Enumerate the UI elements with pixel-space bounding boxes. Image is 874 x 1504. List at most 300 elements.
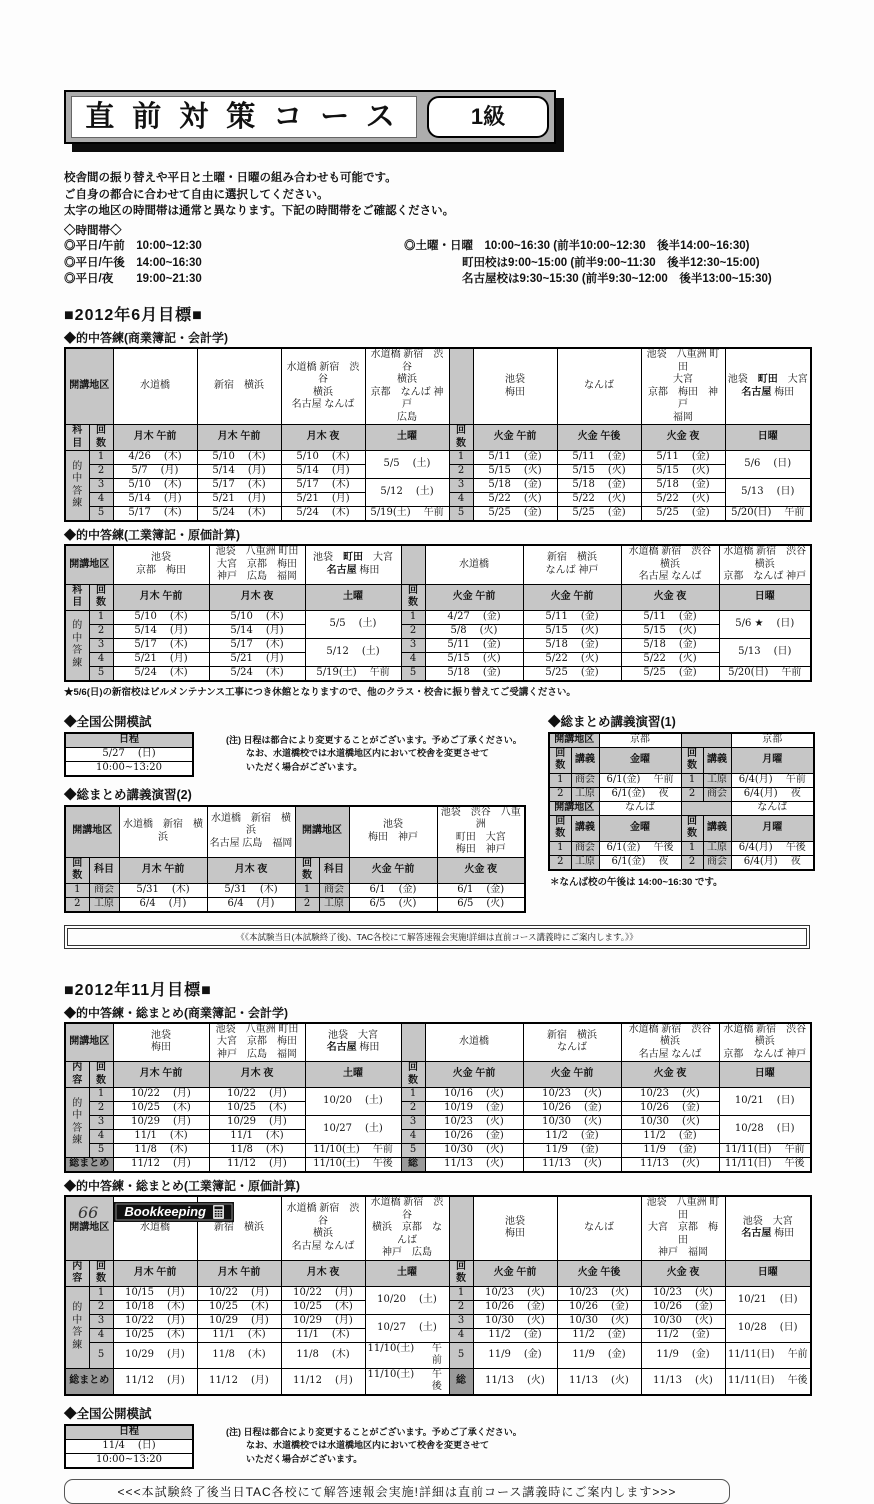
table-cell: 2	[89, 624, 113, 638]
text-line: いただく場合がございます。	[246, 762, 363, 773]
table-cell: 10/20 (土)	[305, 1088, 401, 1116]
table-cell: 科目	[89, 857, 119, 883]
table-cell: 11/1 (木)	[197, 1328, 281, 1342]
table-cell: 5/21 (月)	[209, 652, 305, 666]
table-cell: 2	[295, 897, 319, 912]
table-cell: 月木 午前	[119, 857, 207, 883]
table-cell: 3	[449, 479, 473, 493]
text-line: なお、水道橋校では水道橋地区内において校舎を変更させて	[246, 1440, 490, 1451]
table-cell: 11/2 (金)	[621, 1130, 719, 1144]
table-cell: 5/24 (木)	[209, 666, 305, 681]
table-cell: 水道橋 新宿 渋谷 横浜 京都 なんば 神戸 広島	[365, 1196, 449, 1260]
table-cell: 回数	[549, 747, 571, 773]
table-cell: 日曜	[725, 1260, 811, 1286]
table-cell: 回数	[295, 857, 319, 883]
table-cell: 回数	[681, 815, 703, 841]
table-cell: 5/25 (金)	[641, 507, 725, 522]
table-cell: 10/30 (火)	[557, 1314, 641, 1328]
table-cell: 6/4 (月)	[119, 897, 207, 912]
table-cell: 回数	[89, 584, 113, 610]
table-cell: 回数	[681, 747, 703, 773]
table-cell: 5/21 (月)	[281, 493, 365, 507]
nov-moshi-heading: ◆全国公開模試	[64, 1406, 152, 1421]
nov_moshi-table	[64, 1424, 194, 1469]
table-cell: 1	[89, 451, 113, 465]
text-line: 校舎間の振り替えや平日と土曜・日曜の組み合わせも可能です。	[64, 172, 397, 184]
table-cell: 11/4 (日)	[65, 1439, 193, 1453]
table-cell: 池袋 梅田	[113, 1023, 209, 1062]
table-cell: 月曜	[731, 747, 814, 773]
table-cell: 10/30 (火)	[621, 1116, 719, 1130]
table-cell: 総まとめ	[65, 1158, 113, 1173]
table-cell: 11/1 (木)	[281, 1328, 365, 1342]
table-cell: 工原	[89, 897, 119, 912]
table-cell: 5/18 (金)	[425, 666, 523, 681]
page-title: 直前対策コース	[71, 96, 417, 138]
june-answer-session-banner	[64, 925, 810, 949]
table-cell: 5/22 (火)	[523, 652, 621, 666]
table-cell: 10/18 (木)	[113, 1300, 197, 1314]
nov_industrial-table	[64, 1195, 812, 1396]
june-moshi-heading: ◆全国公開模試	[64, 714, 152, 729]
table-cell: 新宿 横浜 なんば 神戸	[523, 545, 621, 584]
table-cell: 5/5 (土)	[365, 451, 449, 479]
table-cell: 5/25 (金)	[523, 666, 621, 681]
table-cell: 回数	[549, 815, 571, 841]
table-cell: 11/12 (月)	[197, 1368, 281, 1395]
table-cell: 10/26 (金)	[621, 1102, 719, 1116]
table-cell: 5/15 (火)	[641, 465, 725, 479]
table-row	[65, 1314, 811, 1328]
table-cell: 5/20(日) 午前	[725, 507, 811, 522]
table-cell: 5/10 (木)	[197, 451, 281, 465]
table-cell: 10/22 (月)	[209, 1088, 305, 1102]
table-cell: 池袋 町田 大宮 名古屋 梅田	[305, 545, 401, 584]
table-cell: 10:00~13:20	[65, 761, 193, 776]
schedule-note	[226, 1424, 536, 1468]
table-cell: 水道橋	[425, 545, 523, 584]
june-mid-section	[64, 704, 810, 913]
table-cell: 月木 夜	[281, 1260, 365, 1286]
table-cell: 10/28 (日)	[719, 1116, 811, 1144]
table-cell: 11/9 (金)	[621, 1144, 719, 1158]
table-cell: 池袋 梅田	[473, 348, 557, 425]
table-cell: 1	[401, 610, 425, 624]
table-cell: 火金 夜	[641, 425, 725, 451]
table-cell: 5	[449, 507, 473, 522]
table-cell	[449, 348, 473, 425]
table-cell: 池袋 町田 大宮 名古屋 梅田	[725, 348, 811, 425]
table-cell: 10/15 (月)	[113, 1286, 197, 1300]
table-cell: 10/26 (金)	[557, 1300, 641, 1314]
table-cell: 5/11 (金)	[621, 610, 719, 624]
table-cell: 月曜	[731, 815, 814, 841]
table-cell: 日程	[65, 733, 193, 748]
nov_commercial-table	[64, 1022, 812, 1174]
table-cell: 月木 夜	[209, 1062, 305, 1088]
table-cell: 5/11 (金)	[641, 451, 725, 465]
table-cell: 4	[401, 1130, 425, 1144]
table-cell: 科目	[65, 584, 89, 610]
table-row	[549, 787, 814, 801]
nov-commercial-caption: ◆的中答練・総まとめ(商業簿記・会計学)	[64, 1005, 288, 1020]
table-cell: 5/14 (月)	[113, 493, 197, 507]
table-cell: 水道橋	[113, 1196, 197, 1260]
table-row	[549, 815, 814, 841]
table-cell: 11/13 (火)	[425, 1158, 523, 1173]
table-cell: 5/25 (金)	[473, 507, 557, 522]
table-cell: 11/12 (月)	[113, 1368, 197, 1395]
table-cell: 5/14 (月)	[197, 465, 281, 479]
table-cell: 10/23 (火)	[557, 1286, 641, 1300]
table-cell: 2	[549, 855, 571, 870]
table-cell: 11/10(土) 午後	[365, 1368, 449, 1395]
table-cell: 10/30 (火)	[473, 1314, 557, 1328]
table-cell: 3	[89, 1116, 113, 1130]
table-cell: 2	[449, 1300, 473, 1314]
table-cell: 1	[681, 841, 703, 855]
table-cell: 5/21 (月)	[113, 652, 209, 666]
brand-label: Bookkeeping	[124, 1204, 206, 1219]
table-cell: 11/8 (木)	[209, 1144, 305, 1158]
table-cell: 5	[401, 1144, 425, 1158]
table-cell: 総まとめ	[65, 1368, 113, 1395]
nov-commercial-table-holder	[64, 1022, 810, 1174]
page-number: 66	[78, 1202, 99, 1222]
table-cell: 10/26 (金)	[641, 1300, 725, 1314]
table-cell: 5/6 ★ (日)	[719, 610, 811, 638]
table-cell: 10/23 (火)	[641, 1286, 725, 1300]
table-cell: 開講地区	[65, 806, 119, 858]
table-cell: 月木 午前	[113, 1260, 197, 1286]
table-cell: 3	[89, 479, 113, 493]
table-cell: 5/18 (金)	[641, 479, 725, 493]
table-cell: 10/22 (月)	[197, 1286, 281, 1300]
table-cell: 5/11 (金)	[425, 638, 523, 652]
table-cell: 4/26 (木)	[113, 451, 197, 465]
table-cell: 11/2 (金)	[473, 1328, 557, 1342]
table-cell: 土曜	[365, 425, 449, 451]
june-matome1-footnote: ＊なんば校の午後は 14:00~16:30 です。	[550, 876, 723, 888]
table-cell: 火金 午前	[473, 1260, 557, 1286]
table-cell: 月木 午前	[113, 425, 197, 451]
table-cell: 6/4(月) 午前	[731, 773, 814, 787]
table-cell: 5/14 (月)	[113, 624, 209, 638]
table-row	[65, 1158, 811, 1173]
table-cell: 的 中 答 練	[65, 1088, 89, 1158]
table-cell: なんば	[557, 348, 641, 425]
table-row	[65, 1116, 811, 1130]
table-row	[65, 883, 525, 897]
table-cell: 5/15 (火)	[473, 465, 557, 479]
text-line: ◎平日/午後 14:00~16:30	[64, 256, 202, 269]
table-cell: 5/15 (火)	[557, 465, 641, 479]
table-cell: 1	[449, 1286, 473, 1300]
table-row	[65, 1023, 811, 1062]
table-row	[549, 841, 814, 855]
table-cell: 4	[89, 493, 113, 507]
table-row	[549, 801, 814, 815]
table-cell: 内容	[65, 1260, 89, 1286]
june-matome2-heading: ◆総まとめ講義演習(2)	[64, 787, 192, 802]
table-cell: 月木 夜	[281, 425, 365, 451]
table-row	[65, 897, 525, 912]
table-cell: 5/24 (木)	[281, 507, 365, 522]
text-line: (注) 日程は都合により変更することがございます。予めご了承ください。	[226, 1426, 522, 1437]
table-cell: 11/12 (月)	[281, 1368, 365, 1395]
table-row	[549, 773, 814, 787]
table-cell: 水道橋	[425, 1023, 523, 1062]
june_commercial-table	[64, 347, 812, 522]
table-cell: 土曜	[365, 1260, 449, 1286]
table-cell: 日程	[65, 1425, 193, 1440]
june_matome1-table	[548, 732, 815, 871]
table-cell: 2	[549, 787, 571, 801]
course-title-box	[64, 90, 556, 144]
table-cell	[449, 1196, 473, 1260]
table-cell: 10/23 (火)	[621, 1088, 719, 1102]
table-cell: 水道橋 新宿 渋谷 横浜 京都 なんば 神戸	[719, 1023, 811, 1062]
table-cell: 4	[401, 652, 425, 666]
table-cell: 5/11 (金)	[557, 451, 641, 465]
table-cell: 池袋 渋谷 八重洲 町田 大宮 梅田 神戸	[437, 806, 525, 858]
table-cell: 5/22 (火)	[621, 652, 719, 666]
table-cell: 5/25 (金)	[621, 666, 719, 681]
table-cell: 5/22 (火)	[557, 493, 641, 507]
table-cell: 火金 午前	[523, 1062, 621, 1088]
june-moshi-row	[64, 732, 526, 777]
table-cell: 1	[449, 451, 473, 465]
table-row	[65, 733, 193, 748]
table-cell: 1	[295, 883, 319, 897]
table-row	[65, 1286, 811, 1300]
table-cell: 5/22 (火)	[473, 493, 557, 507]
table-cell: 6/4(月) 夜	[731, 787, 814, 801]
table-cell: 開講地区	[549, 733, 599, 748]
table-cell: 10/27 (土)	[305, 1116, 401, 1144]
table-cell: 5/5 (土)	[305, 610, 401, 638]
table-cell: 6/4(月) 午後	[731, 841, 814, 855]
table-cell	[401, 1023, 425, 1062]
table-cell: 2	[401, 1102, 425, 1116]
table-cell: 土曜	[305, 584, 401, 610]
table-cell: 池袋 梅田	[473, 1196, 557, 1260]
table-cell: 11/13 (火)	[621, 1158, 719, 1173]
table-cell: 回数	[449, 425, 473, 451]
table-cell: 5/21 (月)	[197, 493, 281, 507]
table-cell: 火金 夜	[641, 1260, 725, 1286]
table-cell: 開講地区	[65, 1196, 113, 1260]
table-row	[65, 1368, 811, 1395]
table-cell: 5/20(日) 午前	[719, 666, 811, 681]
june-banner-text: 《《本試験当日(本試験終了後)、TAC各校にて解答速報会実施!詳細は直前コース講義時にご案内します。》》	[67, 928, 807, 946]
text-line: いただく場合がございます。	[246, 1454, 363, 1465]
table-cell: 11/1 (木)	[113, 1130, 209, 1144]
table-cell: 開講地区	[65, 1023, 113, 1062]
table-row	[65, 348, 811, 425]
table-cell: 月木 午前	[113, 1062, 209, 1088]
nov-industrial-caption: ◆的中答練・総まとめ(工業簿記・原価計算)	[64, 1179, 300, 1194]
table-row	[65, 652, 811, 666]
june-industrial-footnote: ★5/6(日)の新宿校はビルメンテナンス工事につき休館となりますので、他のクラス・校舎に振り替えてご受講ください。	[64, 686, 576, 698]
june-mid-right	[548, 704, 815, 913]
nov-moshi-row	[64, 1424, 810, 1469]
nov-answer-session-banner: <<<本試験終了後当日TAC各校にて解答速報会実施!詳細は直前コース講義時にご案内します>>>	[64, 1479, 730, 1504]
table-row	[549, 855, 814, 870]
table-cell: 5/7 (月)	[113, 465, 197, 479]
table-cell: 1	[89, 610, 113, 624]
table-cell: 4/27 (金)	[425, 610, 523, 624]
table-cell: 3	[89, 638, 113, 652]
table-cell: 月木 夜	[209, 584, 305, 610]
text-line: ◎土曜・日曜 10:00~16:30 (前半10:00~12:30 後半14:00~16:30)	[404, 240, 750, 253]
table-cell: 5/13 (日)	[719, 638, 811, 666]
table-cell: 5	[89, 1144, 113, 1158]
table-cell: 3	[89, 1314, 113, 1328]
table-row	[65, 1425, 193, 1440]
table-cell: 科目	[65, 425, 89, 451]
table-row	[65, 451, 811, 465]
table-cell: 5/15 (火)	[523, 624, 621, 638]
table-row	[65, 1439, 193, 1453]
table-cell: 10/30 (火)	[641, 1314, 725, 1328]
text-line: ◎平日/夜 19:00~21:30	[64, 273, 202, 286]
table-row	[65, 1130, 811, 1144]
text-line: 名古屋校は9:30~15:30 (前半9:30~12:00 後半13:00~15:30)	[462, 273, 772, 286]
table-row	[549, 747, 814, 773]
table-cell: 火金 午後	[557, 1260, 641, 1286]
table-cell: 10/22 (月)	[281, 1286, 365, 1300]
table-cell: 5/31 (木)	[207, 883, 295, 897]
table-cell: 11/11(日) 午前	[725, 1342, 811, 1368]
table-cell: 日曜	[719, 584, 811, 610]
table-cell: 回数	[449, 1260, 473, 1286]
table-row	[65, 761, 193, 776]
table-row	[549, 733, 814, 748]
table-cell: 10/23 (火)	[523, 1088, 621, 1102]
table-cell: 10/22 (月)	[113, 1088, 209, 1102]
table-cell: なんば	[731, 801, 814, 815]
table-cell: 水道橋 新宿 渋谷 横浜 名古屋 なんば	[281, 1196, 365, 1260]
june-matome1-heading: ◆総まとめ講義演習(1)	[548, 714, 676, 729]
timeband	[64, 238, 810, 288]
table-cell: 5/13 (日)	[725, 479, 811, 507]
table-cell: 2	[401, 624, 425, 638]
table-cell: 6/4(月) 夜	[731, 855, 814, 870]
table-cell: 10/25 (木)	[197, 1300, 281, 1314]
table-cell: 3	[401, 638, 425, 652]
table-row	[65, 545, 811, 584]
table-cell: 6/1(金) 夜	[599, 787, 681, 801]
nov-industrial-table-holder	[64, 1195, 810, 1396]
table-cell: 5/14 (月)	[209, 624, 305, 638]
page-footer	[78, 1202, 234, 1222]
table-cell: 京都	[731, 733, 814, 748]
table-cell: 水道橋 新宿 渋谷 横浜 京都 なんば 神戸 広島	[365, 348, 449, 425]
table-cell: 5/10 (木)	[281, 451, 365, 465]
table-cell: 1	[681, 773, 703, 787]
table-row	[65, 1102, 811, 1116]
table-cell: 2	[89, 1300, 113, 1314]
table-cell: 池袋 八重洲 町田 大宮 京都 梅田 神戸 広島 福岡	[209, 1023, 305, 1062]
table-cell: 11/12 (月)	[209, 1158, 305, 1173]
table-cell: 1	[89, 1088, 113, 1102]
table-cell: 火金 午後	[557, 425, 641, 451]
table-cell: 3	[401, 1116, 425, 1130]
table-row	[65, 638, 811, 652]
table-cell: 11/9 (金)	[523, 1144, 621, 1158]
table-cell: 10/30 (火)	[425, 1144, 523, 1158]
table-cell: 新宿 横浜	[197, 1196, 281, 1260]
table-cell: 2	[681, 855, 703, 870]
table-row	[65, 1062, 811, 1088]
table-cell: なんば	[557, 1196, 641, 1260]
table-cell: 火金 午前	[473, 425, 557, 451]
table-cell: 11/11(日) 午後	[725, 1368, 811, 1395]
table-cell: 5/6 (日)	[725, 451, 811, 479]
table-cell: 水道橋 新宿 渋谷 横浜 名古屋 なんば	[281, 348, 365, 425]
table-cell: 10/19 (金)	[425, 1102, 523, 1116]
table-cell: 火金 午前	[425, 584, 523, 610]
table-cell: 的 中 答 練	[65, 451, 89, 522]
table-cell: 講義	[571, 747, 599, 773]
table-cell: 日曜	[719, 1062, 811, 1088]
june-mid-left	[64, 704, 526, 913]
table-cell: 1	[549, 841, 571, 855]
table-cell: 水道橋 新宿 横浜 名古屋 広島 福岡	[207, 806, 295, 858]
table-cell: 10/30 (火)	[523, 1116, 621, 1130]
table-cell: 10/22 (月)	[113, 1314, 197, 1328]
table-cell: 10/27 (土)	[365, 1314, 449, 1342]
table-cell: 5	[89, 507, 113, 522]
table-cell: 的 中 答 練	[65, 610, 89, 681]
text-line: (注) 日程は都合により変更することがございます。予めご了承ください。	[226, 734, 522, 745]
table-cell: 日曜	[725, 425, 811, 451]
table-cell: 商会	[571, 773, 599, 787]
table-cell: 水道橋 新宿 渋谷 横浜 名古屋 なんば	[621, 545, 719, 584]
table-cell: 池袋 大宮 名古屋 梅田	[305, 1023, 401, 1062]
table-cell: 的 中 答 練	[65, 1286, 89, 1368]
table-cell: 11/10(土) 午後	[305, 1158, 401, 1173]
table-cell: 11/9 (金)	[641, 1342, 725, 1368]
table-cell: 講義	[703, 747, 731, 773]
table-cell: 10/28 (日)	[725, 1314, 811, 1342]
table-row	[65, 1342, 811, 1368]
table-cell: 火金 夜	[621, 1062, 719, 1088]
table-cell: 10/29 (月)	[113, 1116, 209, 1130]
table-cell: 11/13 (火)	[557, 1368, 641, 1395]
table-cell: 工原	[571, 855, 599, 870]
table-cell: 5/18 (金)	[523, 638, 621, 652]
table-cell: 11/13 (火)	[641, 1368, 725, 1395]
table-cell: 2	[681, 787, 703, 801]
table-cell: 池袋 大宮 名古屋 梅田	[725, 1196, 811, 1260]
table-cell: 5/24 (木)	[113, 666, 209, 681]
june-matome2-table-holder	[64, 805, 526, 913]
timeband-weekday	[64, 238, 404, 288]
table-row	[65, 425, 811, 451]
table-cell: 新宿 横浜 なんば	[523, 1023, 621, 1062]
table-cell: 5/10 (木)	[113, 610, 209, 624]
table-cell: 金曜	[599, 747, 681, 773]
table-cell: 土曜	[305, 1062, 401, 1088]
table-cell: 京都	[599, 733, 681, 748]
table-cell: 10/25 (木)	[209, 1102, 305, 1116]
table-cell: 商会	[89, 883, 119, 897]
intro-text	[64, 170, 810, 220]
june_moshi-table	[64, 732, 194, 777]
june_industrial-table	[64, 544, 812, 682]
